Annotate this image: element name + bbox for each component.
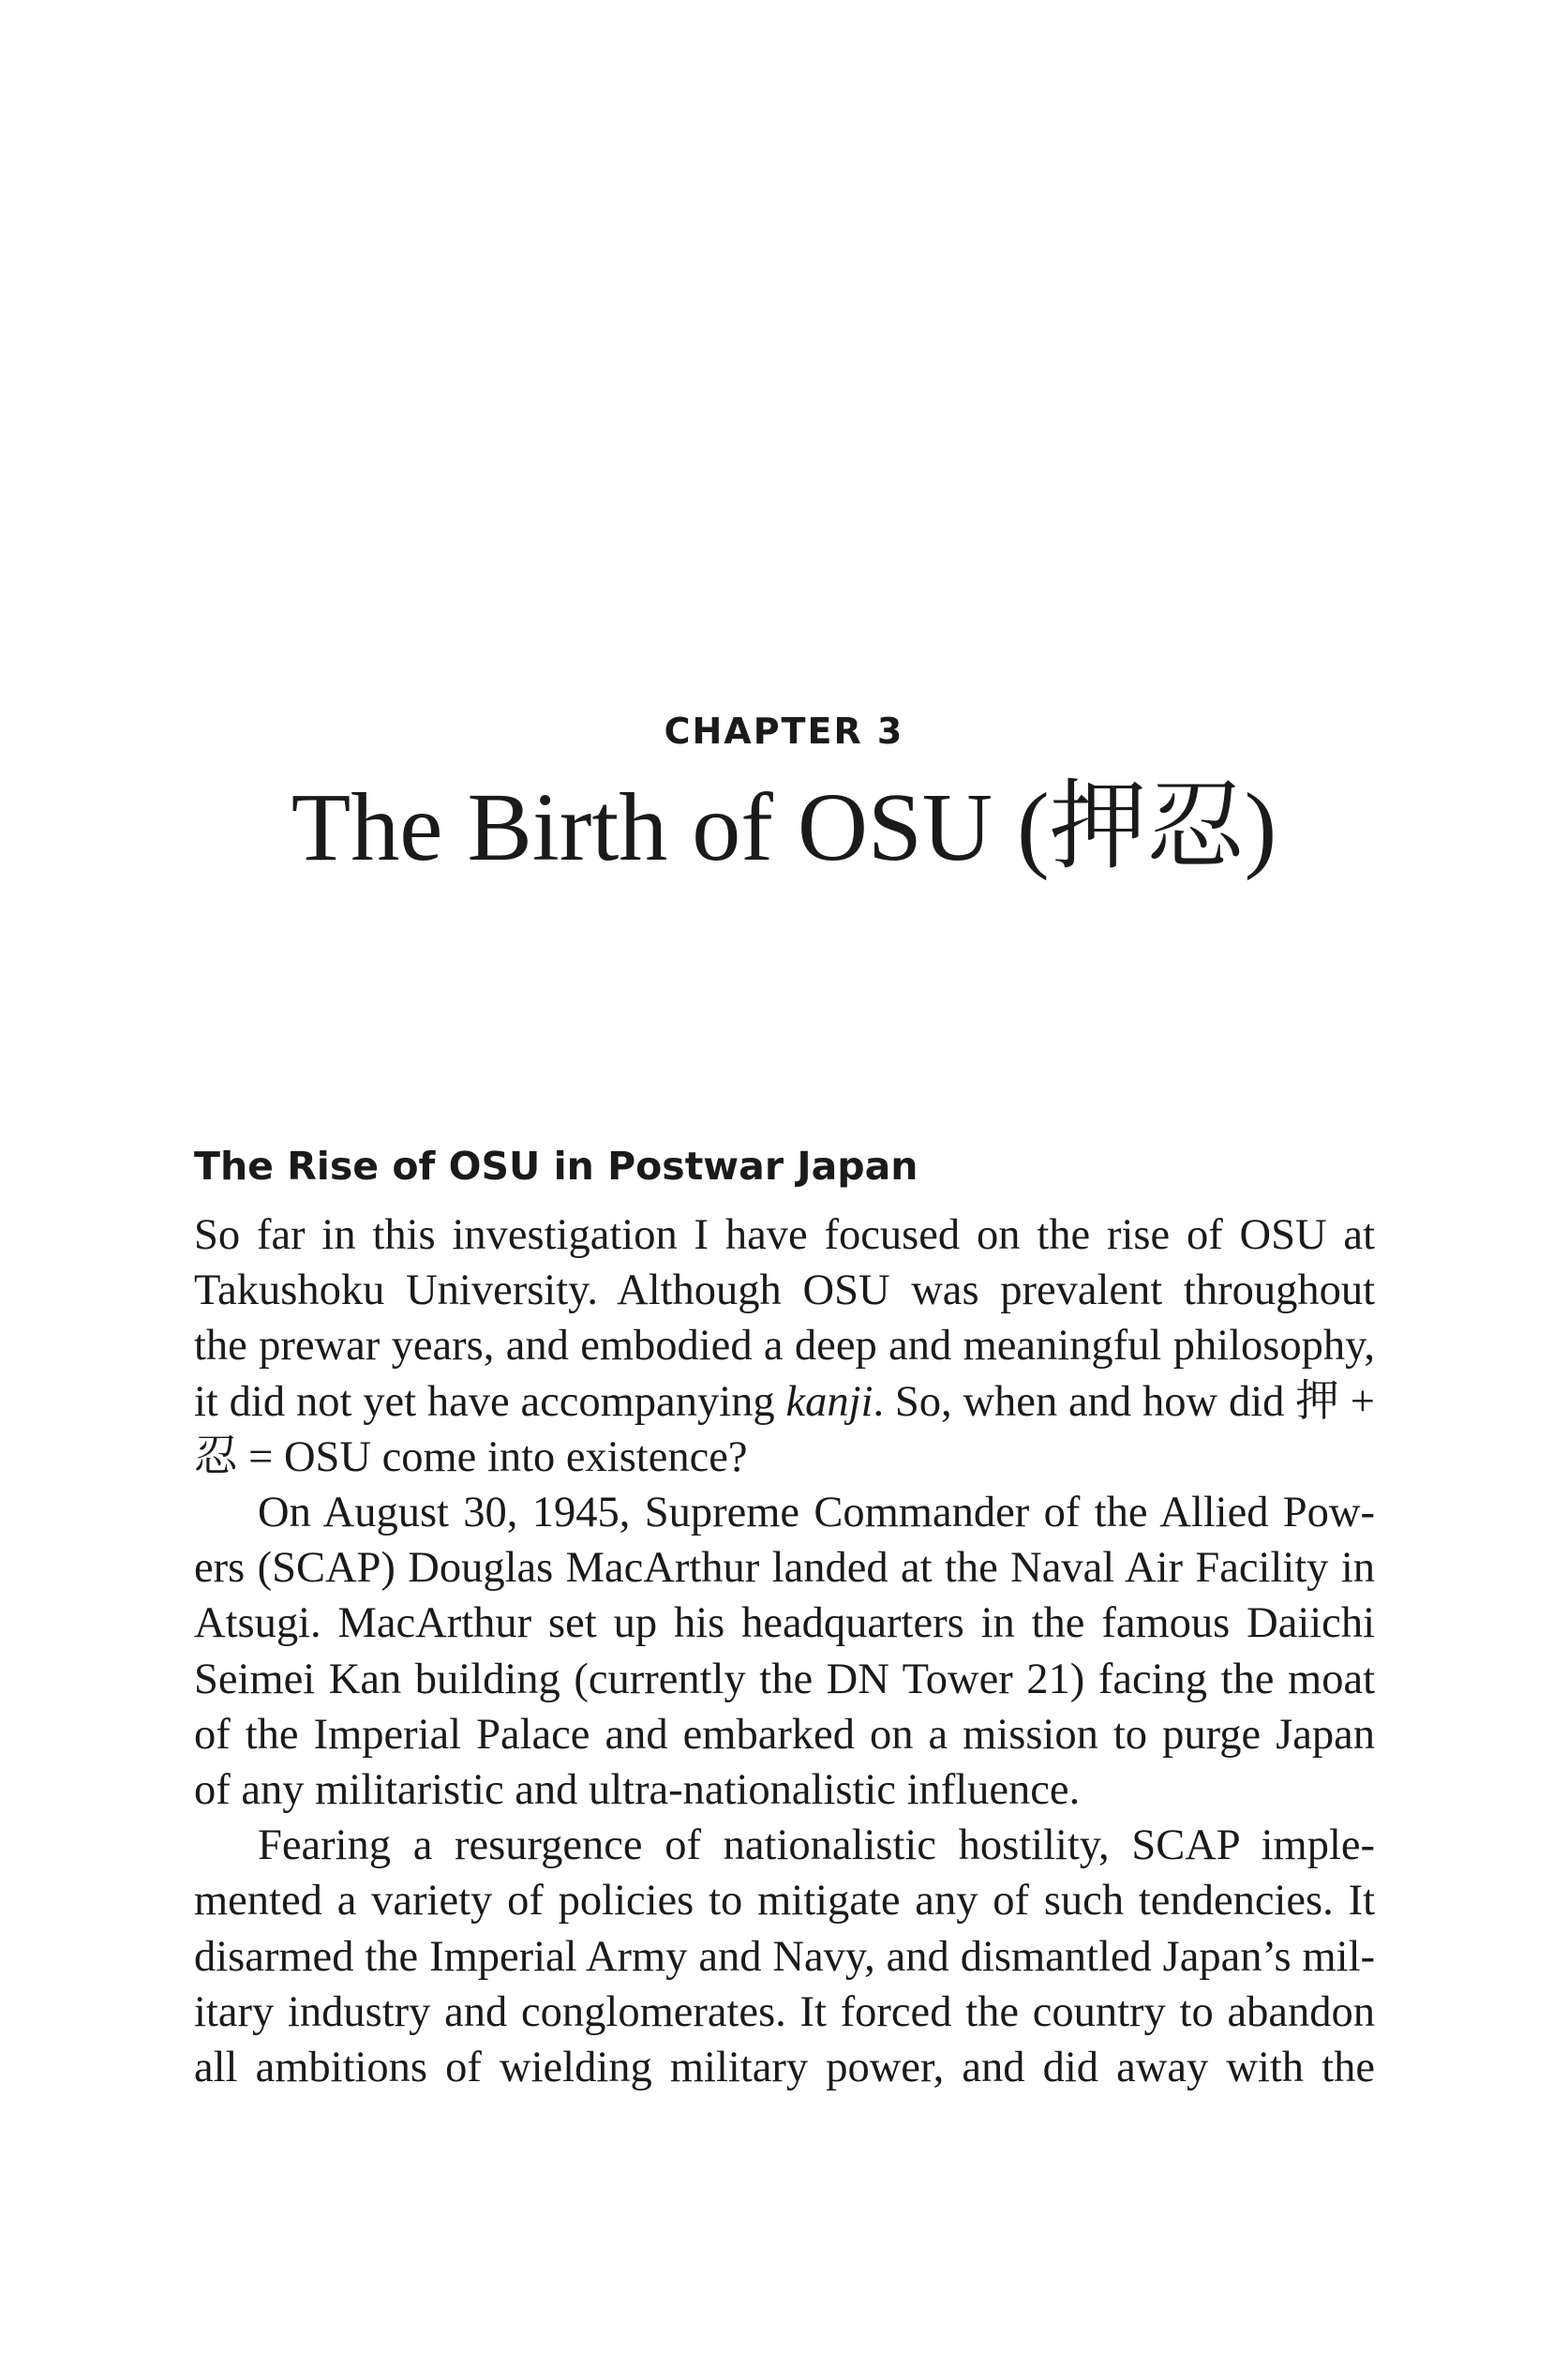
paragraph-1-text-end: . So, when and how did 押 + 忍 = OSU come into existence? xyxy=(194,1377,1375,1481)
paragraph-1 xyxy=(194,1207,1375,1485)
section-heading: The Rise of OSU in Postwar Japan xyxy=(194,1144,918,1189)
paragraph-2: On August 30, 1945, Supreme Commander of the Allied Powers (SCAP) Douglas MacArthur landed at the Naval Air Facility in Atsugi. MacArthur set up his headquarters in the famous Daiichi Seimei Kan building (currently the DN Tower 21) facing the moat of the Imperial Palace and embarked on a mission to purge Japan of any militaristic and ultra-nationalistic influence. xyxy=(194,1489,1375,1815)
paragraph-3: Fearing a resurgence of nationalistic hostility, SCAP implemented a variety of policies to mitigate any of such tendencies. It disarmed the Imperial Army and Navy, and dismantled Japan’s military industry and conglomerates. It forced the country to abandon all ambitions of wielding military power, and did away with the xyxy=(194,1821,1375,2092)
chapter-number: CHAPTER 3 xyxy=(664,711,904,752)
paragraph-1-text-start: So far in this investigation I have focused on the rise of OSU at Takushoku University. Although OSU was prevalent throughout the prewar years, and embodied a deep and meaningful philosophy, it did not yet have accompanying xyxy=(194,1211,1375,1426)
italic-term-kanji: kanji xyxy=(785,1377,874,1426)
chapter-title: The Birth of OSU (押忍) xyxy=(291,773,1277,881)
body-text xyxy=(194,1207,1375,2095)
